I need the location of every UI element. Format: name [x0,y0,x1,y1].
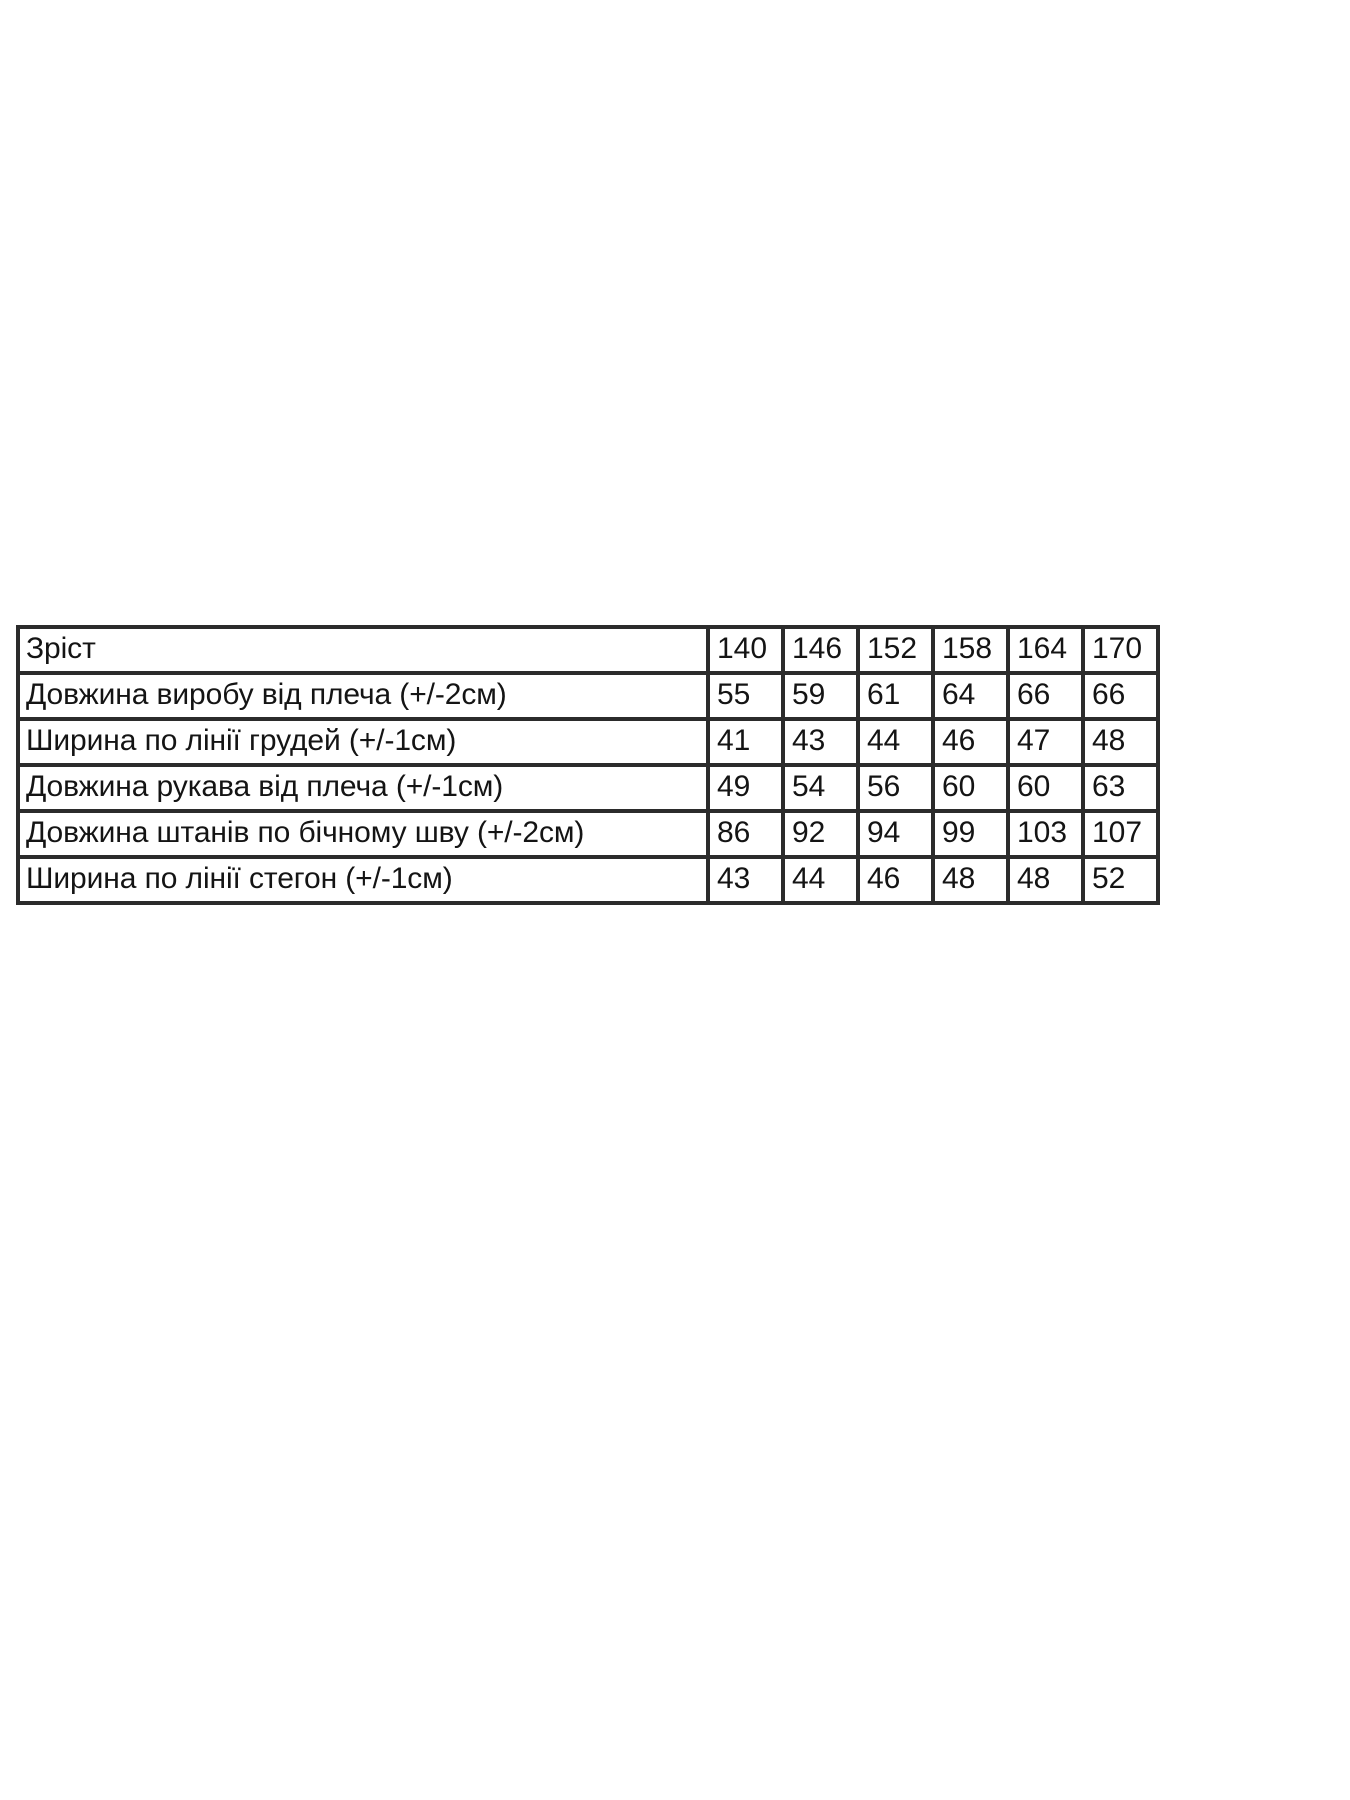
row-label: Зріст [18,627,708,673]
table-row [18,857,1158,903]
row-value: 152 [858,627,933,673]
row-value: 48 [933,857,1008,903]
row-value: 92 [783,811,858,857]
row-value: 61 [858,673,933,719]
row-value: 43 [783,719,858,765]
table-row [18,673,1158,719]
row-value: 46 [858,857,933,903]
row-label: Ширина по лінії стегон (+/-1см) [18,857,708,903]
row-label: Довжина рукава від плеча (+/-1см) [18,765,708,811]
row-value: 158 [933,627,1008,673]
row-value: 99 [933,811,1008,857]
size-chart-container [16,625,1156,905]
row-value: 48 [1008,857,1083,903]
row-value: 94 [858,811,933,857]
table-row [18,719,1158,765]
row-value: 44 [858,719,933,765]
row-value: 170 [1083,627,1158,673]
row-value: 41 [708,719,783,765]
row-value: 49 [708,765,783,811]
row-value: 140 [708,627,783,673]
row-value: 54 [783,765,858,811]
row-value: 60 [933,765,1008,811]
row-value: 47 [1008,719,1083,765]
row-value: 43 [708,857,783,903]
table-row [18,765,1158,811]
size-chart-table [16,625,1160,905]
row-label: Довжина виробу від плеча (+/-2см) [18,673,708,719]
row-value: 48 [1083,719,1158,765]
row-label: Ширина по лінії грудей (+/-1см) [18,719,708,765]
row-value: 56 [858,765,933,811]
row-value: 64 [933,673,1008,719]
row-value: 44 [783,857,858,903]
row-value: 63 [1083,765,1158,811]
row-value: 60 [1008,765,1083,811]
table-row [18,627,1158,673]
size-chart-body [18,627,1158,903]
row-value: 46 [933,719,1008,765]
row-value: 86 [708,811,783,857]
row-value: 59 [783,673,858,719]
row-value: 52 [1083,857,1158,903]
row-value: 103 [1008,811,1083,857]
row-label: Довжина штанів по бічному шву (+/-2см) [18,811,708,857]
row-value: 66 [1083,673,1158,719]
table-row [18,811,1158,857]
row-value: 164 [1008,627,1083,673]
row-value: 146 [783,627,858,673]
row-value: 55 [708,673,783,719]
row-value: 107 [1083,811,1158,857]
row-value: 66 [1008,673,1083,719]
